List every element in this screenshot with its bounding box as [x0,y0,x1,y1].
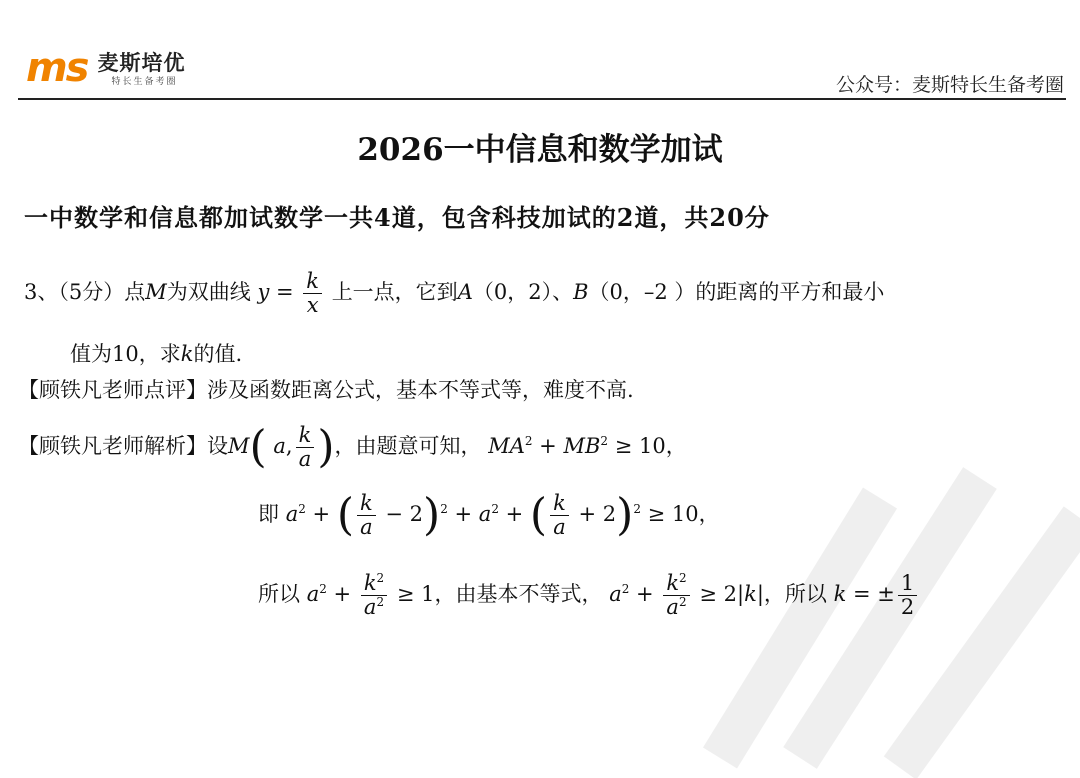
page-title: 2026一中信息和数学加试 [357,132,723,168]
solution-label: 【顾铁凡老师解析】 [18,434,207,459]
question-3: 3、（5分）点M为双曲线 y = $\frac{k}{x}$ 上一点，它到A（0，2）、B（0，–2 ）的距离的平方和最小 [24,269,885,318]
page-subtitle: 一中数学和信息都加试数学一共4道，包含科技加试的2道，共20分 [24,203,770,232]
step3-end: ，所以 [763,582,827,607]
watermark-graphic [680,458,1080,778]
question-text-d: （0，–2 ）的距离的平方和最小 [588,280,885,305]
solution-step-1: 【顾铁凡老师解析】设M( a, $\frac{k}{a}$ )，由题意可知， $MA^2 + MB^2 \ge 10$， [18,421,687,473]
header-account-text: 公众号：麦斯特长生备考圈 [835,74,1064,96]
teacher-comment [18,374,634,404]
question-text-b: 上一点，它到 [331,280,458,305]
header-divider [18,98,1066,100]
question-text-a: 为双曲线 [166,280,251,305]
brand-logo [26,45,186,91]
formula-k-over-x: $\frac{k}{x}$ [303,270,322,317]
question-3-line2: 值为10，求k的值. [70,342,243,366]
step1-prefix: 设 [207,434,228,459]
question-line2: 值为10，求 [70,342,181,366]
comment-text: 涉及函数距离公式，基本不等式等，难度不高. [207,378,634,402]
logo-mark: ms [26,45,88,91]
step3-mid: ，由基本不等式， [434,582,603,607]
logo-name: 麦斯培优 [97,51,186,75]
logo-tagline: 特长生备考圈 [111,77,178,87]
solution-step-2: 即 $a^2$ + ( $\frac{k}{a}$ − $2)^2 + a^2$ + ( $\frac{k}{a}$ + 2)$^2$ ≥ 10， [258,489,720,541]
question-text-c: （0，2）、 [472,280,574,305]
step2-prefix: 即 [258,502,279,527]
comment-label: 【顾铁凡老师点评】 [18,378,207,402]
solution-step-3: 所以 $a^2$ + $\frac{k^2}{a^2}$ ≥ 1，由基本不等式， $a^2$ + $\frac{k^2}{a^2}$ ≥ 2|k|，所以 k = ± $\frac{1}{2}$ [258,572,920,619]
step3-prefix: 所以 [258,582,300,607]
question-number: 3、（5分）点 [24,280,146,305]
step1-mid: ，由题意可知， [334,434,482,459]
question-line2-end: 的值. [193,342,243,366]
